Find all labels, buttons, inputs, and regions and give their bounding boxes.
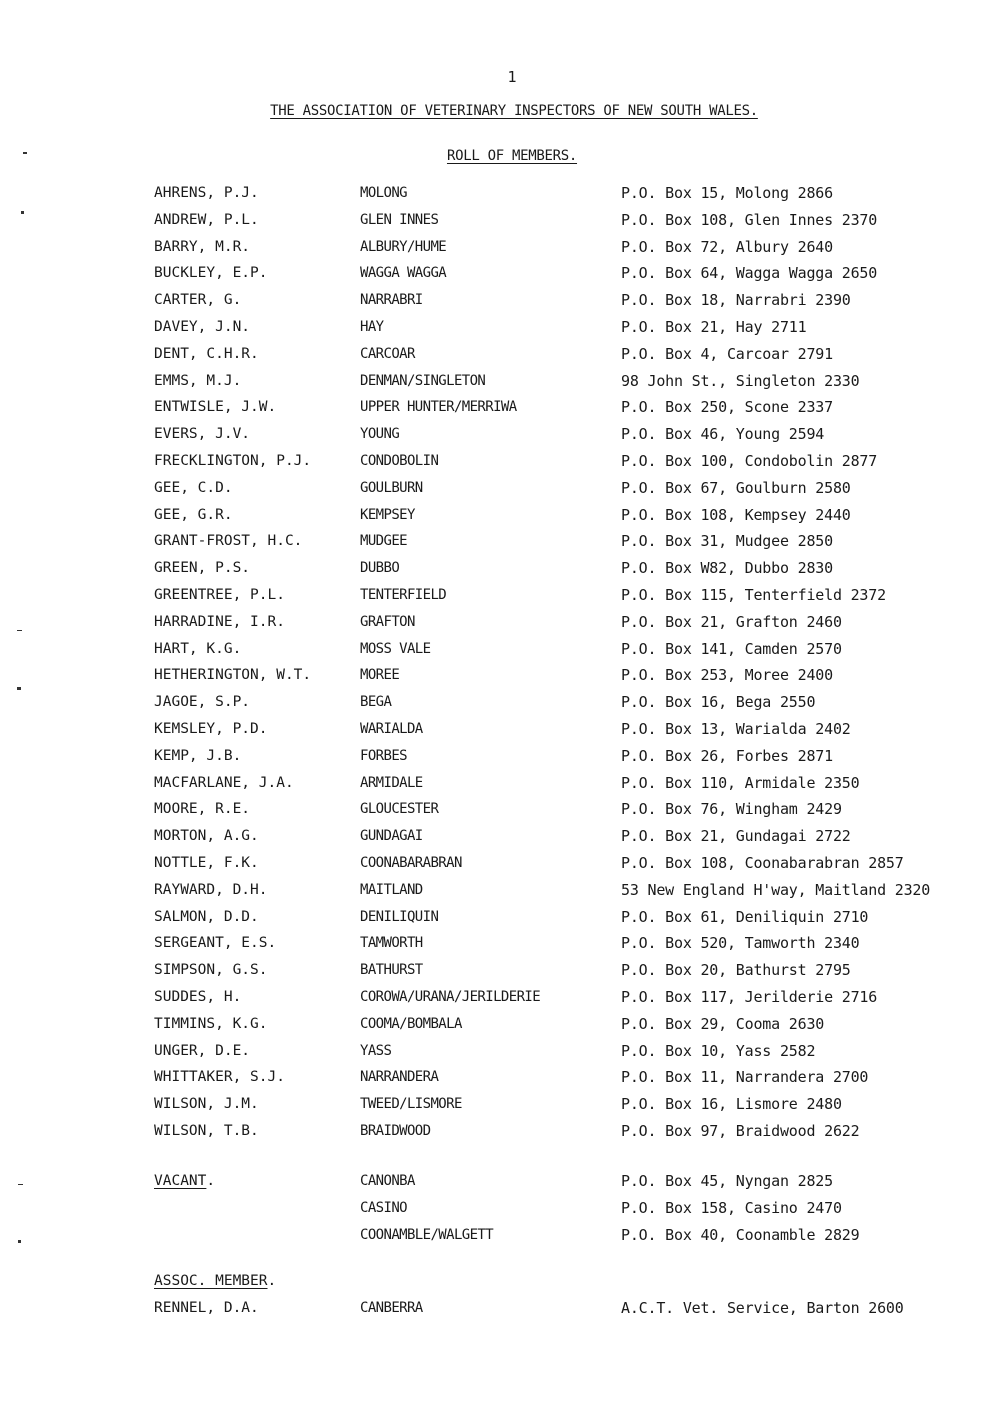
assoc-section: [0, 1268, 992, 1322]
member-district: GLOUCESTER: [360, 801, 439, 818]
scan-mark: [18, 1240, 21, 1243]
scan-mark: [18, 1184, 23, 1185]
member-district: WARIALDA: [360, 720, 423, 737]
member-address: P.O. Box 110, Armidale 2350: [621, 773, 860, 792]
member-row: [0, 475, 992, 502]
member-address: P.O. Box 16, Bega 2550: [621, 693, 816, 712]
member-row: [0, 555, 992, 582]
vacant-heading: [154, 1168, 215, 1195]
assoc-heading: [154, 1268, 276, 1295]
document-title-text: THE ASSOCIATION OF VETERINARY INSPECTORS OF NEW SOUTH WALES.: [270, 103, 758, 119]
member-district: BATHURST: [360, 962, 423, 979]
member-row: [0, 662, 992, 689]
member-name: GEE, C.D.: [154, 479, 233, 496]
member-row: [0, 421, 992, 448]
scan-mark: [21, 211, 24, 214]
member-name: SIMPSON, G.S.: [154, 962, 268, 979]
member-row: [0, 743, 992, 770]
member-district: HAY: [360, 318, 384, 335]
member-district: COOMA/BOMBALA: [360, 1015, 462, 1032]
member-name: MORTON, A.G.: [154, 828, 259, 845]
member-district: BEGA: [360, 694, 392, 711]
member-name: GRANT-FROST, H.C.: [154, 533, 303, 550]
member-name: KEMP, J.B.: [154, 747, 242, 764]
member-district: YOUNG: [360, 426, 400, 443]
member-name: WHITTAKER, S.J.: [154, 1069, 285, 1086]
member-address: P.O. Box 97, Braidwood 2622: [621, 1121, 860, 1140]
member-name: HART, K.G.: [154, 640, 242, 657]
member-address: P.O. Box 21, Hay 2711: [621, 317, 807, 336]
member-district: NARRANDERA: [360, 1069, 439, 1086]
member-row: [0, 448, 992, 475]
member-row: [0, 1038, 992, 1065]
member-district: GOULBURN: [360, 479, 423, 496]
vacant-district: CASINO: [360, 1199, 407, 1216]
member-name: ANDREW, P.L.: [154, 211, 259, 228]
member-row: [0, 823, 992, 850]
member-address: P.O. Box 141, Camden 2570: [621, 639, 842, 658]
member-address: P.O. Box 46, Young 2594: [621, 425, 825, 444]
member-address: P.O. Box 11, Narrandera 2700: [621, 1068, 869, 1087]
assoc-heading-suffix: .: [267, 1273, 277, 1289]
member-district: MOSS VALE: [360, 640, 431, 657]
member-address: P.O. Box 21, Gundagai 2722: [621, 827, 851, 846]
member-address: P.O. Box 4, Carcoar 2791: [621, 344, 833, 363]
member-name: GEE, G.R.: [154, 506, 233, 523]
member-name: FRECKLINGTON, P.J.: [154, 452, 312, 469]
assoc-heading-row: [0, 1268, 992, 1295]
member-district: DENILIQUIN: [360, 908, 439, 925]
member-address: P.O. Box 64, Wagga Wagga 2650: [621, 264, 878, 283]
vacant-district: CANONBA: [360, 1173, 415, 1189]
member-name: HARRADINE, I.R.: [154, 613, 285, 630]
member-address: P.O. Box 117, Jerilderie 2716: [621, 987, 878, 1006]
vacant-row: [0, 1222, 992, 1249]
member-row: [0, 502, 992, 529]
member-address: P.O. Box 520, Tamworth 2340: [621, 934, 860, 953]
member-row: [0, 582, 992, 609]
vacant-address: P.O. Box 158, Casino 2470: [621, 1198, 842, 1217]
member-row: [0, 394, 992, 421]
member-address: 53 New England H'way, Maitland 2320: [621, 880, 931, 899]
member-district: CONDOBOLIN: [360, 452, 439, 469]
member-name: ENTWISLE, J.W.: [154, 399, 277, 416]
member-district: DENMAN/SINGLETON: [360, 372, 486, 389]
vacant-district: COONAMBLE/WALGETT: [360, 1226, 494, 1243]
member-address: P.O. Box 18, Narrabri 2390: [621, 291, 851, 310]
member-district: GLEN INNES: [360, 211, 439, 228]
member-row: [0, 877, 992, 904]
member-district: WAGGA WAGGA: [360, 265, 447, 282]
member-district: MOREE: [360, 667, 400, 684]
member-row: [0, 180, 992, 207]
vacant-address: P.O. Box 40, Coonamble 2829: [621, 1225, 860, 1244]
assoc-address: A.C.T. Vet. Service, Barton 2600: [621, 1298, 904, 1317]
scan-mark: [17, 687, 21, 690]
vacant-section: [0, 1168, 992, 1248]
member-row: [0, 341, 992, 368]
member-district: CARCOAR: [360, 345, 415, 362]
member-name: TIMMINS, K.G.: [154, 1015, 268, 1032]
member-row: [0, 528, 992, 555]
member-name: MACFARLANE, J.A.: [154, 774, 294, 791]
member-name: MOORE, R.E.: [154, 801, 251, 818]
member-address: 98 John St., Singleton 2330: [621, 371, 860, 390]
member-name: JAGOE, S.P.: [154, 694, 251, 711]
member-district: YASS: [360, 1042, 392, 1059]
member-address: P.O. Box 10, Yass 2582: [621, 1041, 816, 1060]
vacant-heading-text: VACANT: [154, 1173, 207, 1189]
member-row: [0, 368, 992, 395]
member-address: P.O. Box 31, Mudgee 2850: [621, 532, 833, 551]
member-address: P.O. Box 16, Lismore 2480: [621, 1095, 842, 1114]
member-name: GREENTREE, P.L.: [154, 586, 285, 603]
member-address: P.O. Box W82, Dubbo 2830: [621, 559, 833, 578]
member-address: P.O. Box 108, Coonabarabran 2857: [621, 853, 904, 872]
scan-mark: [17, 630, 22, 631]
member-address: P.O. Box 100, Condobolin 2877: [621, 451, 878, 470]
member-district: TWEED/LISMORE: [360, 1096, 462, 1113]
vacant-row: [0, 1168, 992, 1195]
assoc-name: RENNEL, D.A.: [154, 1299, 259, 1316]
member-row: [0, 1064, 992, 1091]
member-district: ARMIDALE: [360, 774, 423, 791]
member-district: MOLONG: [360, 185, 407, 201]
vacant-heading-suffix: .: [206, 1173, 216, 1189]
member-address: P.O. Box 72, Albury 2640: [621, 237, 833, 256]
member-address: P.O. Box 29, Cooma 2630: [621, 1014, 825, 1033]
member-name: EMMS, M.J.: [154, 372, 242, 389]
member-district: GUNDAGAI: [360, 828, 423, 845]
member-name: UNGER, D.E.: [154, 1042, 251, 1059]
member-row: [0, 1091, 992, 1118]
member-district: NARRABRI: [360, 292, 423, 309]
member-district: MAITLAND: [360, 881, 423, 898]
document-title: [0, 103, 992, 119]
member-district: COONABARABRAN: [360, 854, 462, 871]
member-list: [0, 180, 992, 1145]
member-row: [0, 957, 992, 984]
member-row: [0, 1011, 992, 1038]
member-row: [0, 234, 992, 261]
member-address: P.O. Box 108, Kempsey 2440: [621, 505, 851, 524]
member-district: TAMWORTH: [360, 935, 423, 952]
member-address: P.O. Box 76, Wingham 2429: [621, 800, 842, 819]
member-address: P.O. Box 115, Tenterfield 2372: [621, 585, 886, 604]
member-name: AHRENS, P.J.: [154, 185, 259, 201]
document-subtitle-text: ROLL OF MEMBERS.: [446, 148, 578, 164]
member-name: GREEN, P.S.: [154, 560, 251, 577]
member-address: P.O. Box 108, Glen Innes 2370: [621, 210, 878, 229]
member-address: P.O. Box 26, Forbes 2871: [621, 746, 833, 765]
member-district: UPPER HUNTER/MERRIWA: [360, 399, 517, 416]
member-address: P.O. Box 13, Warialda 2402: [621, 719, 851, 738]
member-name: CARTER, G.: [154, 292, 242, 309]
member-name: NOTTLE, F.K.: [154, 854, 259, 871]
member-name: HETHERINGTON, W.T.: [154, 667, 312, 684]
member-name: SALMON, D.D.: [154, 908, 259, 925]
vacant-address: P.O. Box 45, Nyngan 2825: [621, 1172, 833, 1190]
member-district: MUDGEE: [360, 533, 407, 550]
member-row: [0, 716, 992, 743]
scan-mark: [23, 152, 27, 154]
member-name: BUCKLEY, E.P.: [154, 265, 268, 282]
member-district: ALBURY/HUME: [360, 238, 447, 255]
member-district: TENTERFIELD: [360, 586, 447, 603]
member-name: DENT, C.H.R.: [154, 345, 259, 362]
assoc-heading-text: ASSOC. MEMBER: [154, 1273, 268, 1289]
member-name: WILSON, J.M.: [154, 1096, 259, 1113]
member-name: BARRY, M.R.: [154, 238, 251, 255]
member-district: BRAIDWOOD: [360, 1122, 431, 1139]
member-row: [0, 609, 992, 636]
assoc-member-row: [0, 1295, 992, 1322]
member-row: [0, 636, 992, 663]
member-address: P.O. Box 61, Deniliquin 2710: [621, 907, 869, 926]
member-row: [0, 770, 992, 797]
member-row: [0, 207, 992, 234]
page-number: 1: [507, 68, 517, 86]
member-name: SERGEANT, E.S.: [154, 935, 277, 952]
member-address: P.O. Box 15, Molong 2866: [621, 184, 833, 202]
member-name: DAVEY, J.N.: [154, 318, 251, 335]
member-row: [0, 260, 992, 287]
member-name: EVERS, J.V.: [154, 426, 251, 443]
member-name: WILSON, T.B.: [154, 1122, 259, 1139]
member-row: [0, 287, 992, 314]
member-row: [0, 796, 992, 823]
member-address: P.O. Box 67, Goulburn 2580: [621, 478, 851, 497]
member-row: [0, 850, 992, 877]
member-address: P.O. Box 250, Scone 2337: [621, 398, 833, 417]
assoc-district: CANBERRA: [360, 1299, 423, 1316]
member-district: GRAFTON: [360, 613, 415, 630]
member-row: [0, 984, 992, 1011]
member-row: [0, 904, 992, 931]
member-name: SUDDES, H.: [154, 988, 242, 1005]
member-address: P.O. Box 253, Moree 2400: [621, 666, 833, 685]
member-district: COROWA/URANA/JERILDERIE: [360, 988, 541, 1005]
member-row: [0, 1118, 992, 1145]
member-name: KEMSLEY, P.D.: [154, 720, 268, 737]
member-name: RAYWARD, D.H.: [154, 881, 268, 898]
document-subtitle: [0, 148, 992, 164]
member-address: P.O. Box 21, Grafton 2460: [621, 612, 842, 631]
member-district: KEMPSEY: [360, 506, 415, 523]
member-address: P.O. Box 20, Bathurst 2795: [621, 961, 851, 980]
member-district: DUBBO: [360, 560, 400, 577]
member-district: FORBES: [360, 747, 407, 764]
member-row: [0, 930, 992, 957]
member-row: [0, 314, 992, 341]
member-row: [0, 689, 992, 716]
vacant-row: [0, 1195, 992, 1222]
